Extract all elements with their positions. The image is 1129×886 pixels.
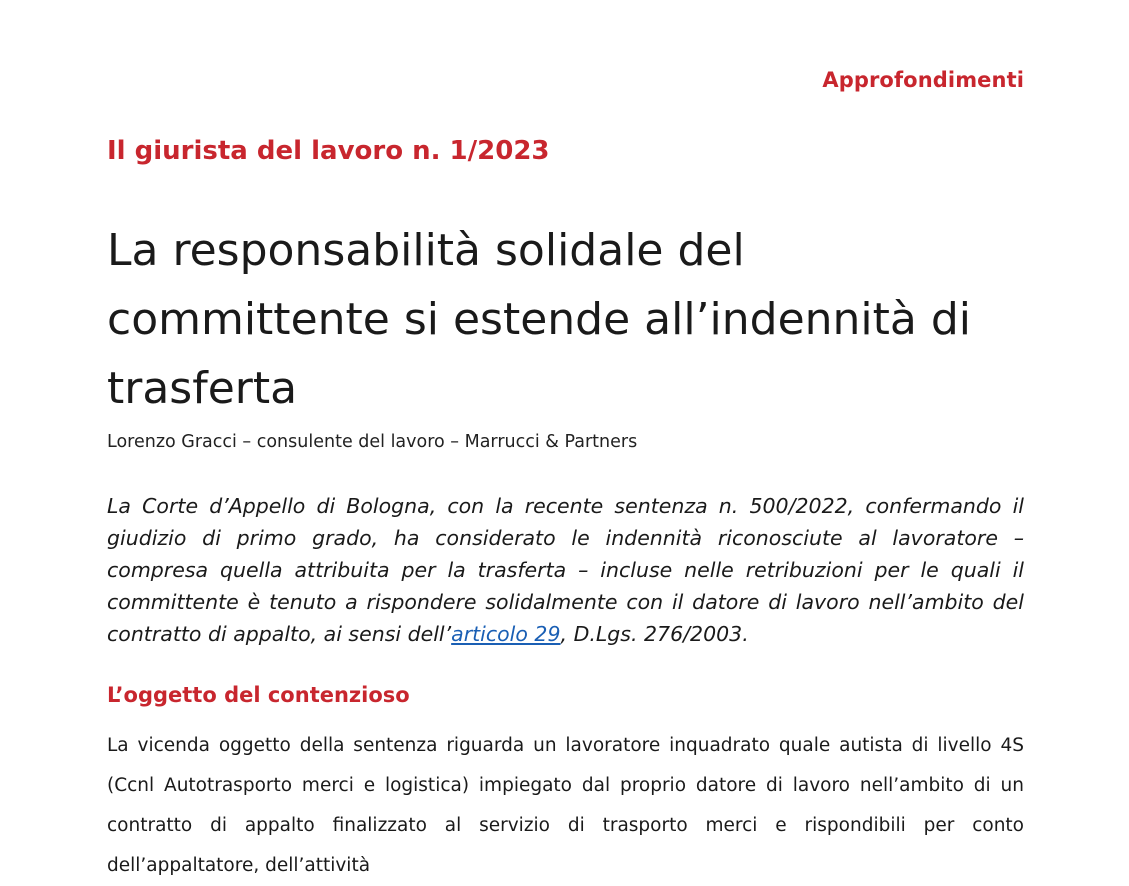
article-author: Lorenzo Gracci – consulente del lavoro – Marrucci & Partners: [107, 432, 638, 452]
abstract-text: La Corte d’Appello di Bologna, con la recente sentenza n. 500/2022, confermando il giudizio di primo grado, ha considerato le indennità riconosciute al lavoratore – compresa quella attribuita per la trasferta – incluse nelle retribuzioni per le quali il committente è tenuto a rispondere solidalmente con il datore di lavoro nell’ambito del contratto di appalto, ai sensi dell’: [107, 494, 1024, 646]
document-page: [107, 0, 1024, 876]
abstract-text-end: , D.Lgs. 276/2003.: [560, 622, 749, 646]
section-heading: L’oggetto del contenzioso: [107, 683, 410, 707]
body-paragraph: La vicenda oggetto della sentenza riguarda un lavoratore inquadrato quale autista di livello 4S (Ccnl Autotrasporto merci e logistica) impiegato dal proprio datore di lavoro nell’ambito di un contratto di appalto finalizzato al servizio di trasporto merci e rispondibili per conto dell’appaltatore, dell’attività: [107, 735, 1024, 876]
publication-issue: Il giurista del lavoro n. 1/2023: [107, 136, 550, 166]
article-29-link[interactable]: articolo 29: [451, 622, 561, 646]
article-title: La responsabilità solidale del committente si estende all’indennità di trasferta: [107, 225, 972, 414]
article-abstract: [107, 490, 1024, 650]
section-label: Approfondimenti: [822, 68, 1024, 92]
